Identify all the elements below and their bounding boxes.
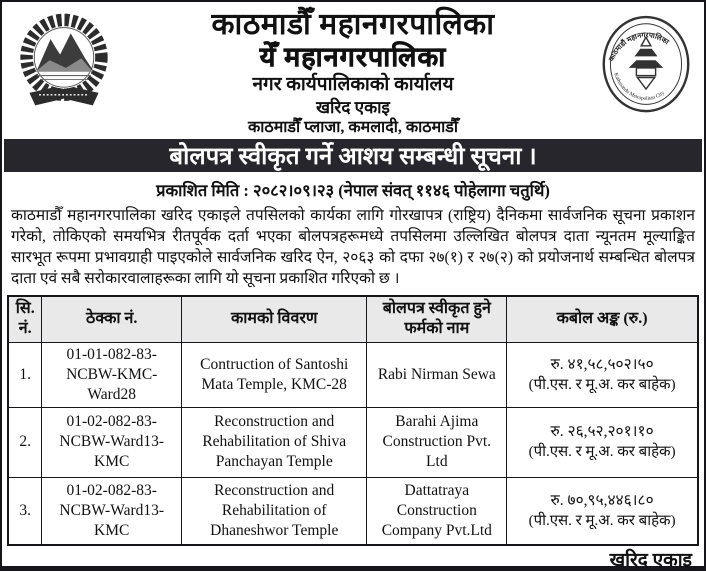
- amount-note: (पी.एस. र मू.अ. कर बाहेक): [528, 376, 676, 393]
- cell-amount: [507, 477, 698, 545]
- cell-amount: [507, 407, 698, 477]
- cell-amount: [507, 342, 698, 407]
- notice-title: बोलपत्र स्वीकृत गर्ने आशय सम्बन्धी सूचना ।: [169, 144, 537, 170]
- table-row: [8, 477, 698, 545]
- nepal-emblem-icon: [16, 10, 112, 122]
- cell-sn: 1.: [8, 342, 42, 407]
- col-header-contract: ठेक्का नं.: [42, 296, 182, 342]
- amount-value: रु. ७०,९५,४४६।८०: [550, 491, 654, 509]
- bid-table-header-row: [8, 296, 698, 342]
- col-header-amount: कबोल अङ्क (रु.): [507, 296, 698, 342]
- seal-top-text: काठमाडौं महानगरपालिका: [607, 31, 671, 63]
- cell-firm: Rabi Nirman Sewa: [367, 342, 507, 407]
- amount-note: (पी.एस. र मू.अ. कर बाहेक): [528, 512, 676, 529]
- cell-sn: 2.: [8, 407, 42, 477]
- bid-table: [7, 295, 699, 546]
- amount-note: (पी.एस. र मू.अ. कर बाहेक): [528, 444, 676, 460]
- cell-work: Contruction of Santoshi Mata Temple, KMC-28: [181, 342, 366, 407]
- seal-bottom-text: Kathmandu Metropolitan City: [612, 72, 666, 102]
- office-address: काठमाडौँ प्लाजा, कमलादी, काठमाडौँ: [247, 119, 458, 136]
- cell-work: Reconstruction and Rehabilitation of Shiva Panchayan Temple: [181, 407, 366, 477]
- amount-value: रु. ४१,५८,५०२।५०: [550, 355, 654, 373]
- cell-work: Reconstruction and Rehabilitation of Dhaneshwor Temple: [181, 477, 366, 545]
- col-header-sn: सि. नं.: [8, 296, 42, 342]
- unit-name: खरिद एकाइ: [316, 98, 390, 117]
- table-row: [8, 407, 698, 477]
- table-row: [8, 342, 698, 407]
- document-header: [4, 4, 702, 137]
- cell-contract-no: 01-02-082-83-NCBW-Ward13-KMC: [42, 477, 182, 545]
- cell-sn: 3.: [8, 477, 42, 545]
- signature-block: [4, 546, 702, 572]
- kmc-seal-icon: [598, 10, 694, 122]
- cell-contract-no: 01-02-082-83-NCBW-Ward13-KMC: [42, 407, 182, 477]
- col-header-work: कामको विवरण: [181, 296, 366, 342]
- office-name: नगर कार्यपालिकाको कार्यालय: [252, 74, 454, 95]
- col-header-firm: बोलपत्र स्वीकृत हुने फर्मको नाम: [367, 296, 507, 342]
- published-date: प्रकाशित मिति : २०८२।०९।२३ (नेपाल संवत् ११४६ पोहेलागा चतुर्थि): [156, 181, 550, 200]
- org-name: काठमाडौँ महानगरपालिका: [211, 8, 495, 41]
- notice-body: काठमाडौँ महानगरपालिका खरिद एकाइले तपसिलको कार्यका लागि गोरखापत्र (राष्ट्रिय) दैनिकमा सार्वजनिक सूचना प्रकाशन गरेको, तोकिएको समयभित्र रीतपूर्वक दर्ता भएका बोलपत्रहरूमध्ये तपसिलमा उल्लिखित बोलपत्र दाता न्यूनतम मूल्याङ्कित सारभूत रूपमा प्रभावग्राही पाइएकोले सार्वजनिक खरिद ऐन, २०६३ को दफा २७(१) र २७(२) को प्रयोजनार्थ सम्बन्धित बोलपत्र दाता एवं सबै सरोकारवालाहरूका लागि यो सूचना प्रकाशित गरिएको छ ।: [11, 207, 695, 287]
- cell-firm: Dattatraya Construction Company Pvt.Ltd: [367, 477, 507, 545]
- amount-value: रु. २६,५२,२०१।१०: [550, 423, 654, 440]
- signature-text: खरिद एकाइ: [609, 550, 692, 571]
- org-name-newari: येँ महानगरपालिका: [259, 42, 447, 72]
- notice-title-banner: [4, 139, 702, 172]
- cell-firm: Barahi Ajima Construction Pvt. Ltd: [367, 407, 507, 477]
- cell-contract-no: 01-01-082-83-NCBW-KMC-Ward28: [42, 342, 182, 407]
